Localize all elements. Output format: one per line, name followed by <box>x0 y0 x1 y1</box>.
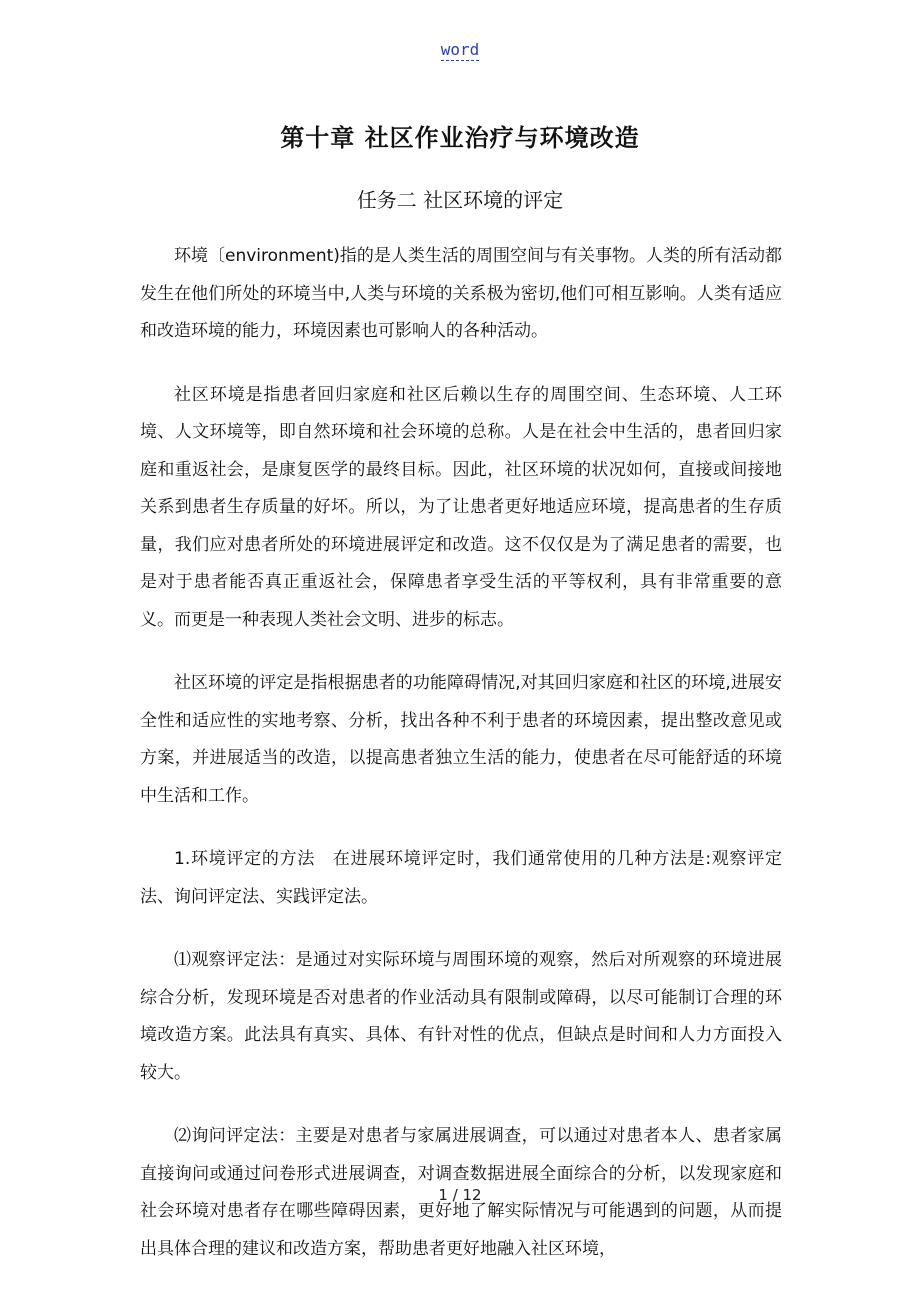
word-header-link[interactable]: word <box>440 40 480 59</box>
paragraph-community-environment: 社区环境是指患者回归家庭和社区后赖以生存的周围空间、生态环境、人工环境、人文环境等，即自然环境和社会环境的总称。人是在社会中生活的，患者回归家庭和重返社会，是康复医学的最终目标。因此，社区环境的状况如何，直接或间接地关系到患者生存质量的好坏。所以，为了让患者更好地适应环境，提高患者的生存质量，我们应对患者所处的环境进展评定和改造。这不仅仅是为了满足患者的需要，也是对于患者能否真正重返社会，保障患者享受生活的平等权利，具有非常重要的意义。而更是一种表现人类社会文明、进步的标志。 <box>140 384 782 630</box>
paragraph-inquiry-method: ⑵询问评定法：主要是对患者与家属进展调查，可以通过对患者本人、患者家属直接询问或通过问卷形式进展调查，对调查数据进展全面综合的分析，以发现家庭和社会环境对患者存在哪些障碍因素，更好地了解实际情况与可能遇到的问题，从而提出具体合理的建议和改造方案，帮助患者更好地融入社区环境， <box>140 1126 782 1259</box>
header <box>0 40 920 59</box>
paragraph-assessment-methods: 1.环境评定的方法 在进展环境评定时，我们通常使用的几种方法是:观察评定法、询问评定法、实践评定法。 <box>140 849 782 907</box>
paragraph-environment-definition: 环境〔environment)指的是人类生活的周围空间与有关事物。人类的所有活动都发生在他们所处的环境当中,人类与环境的关系极为密切,他们可相互影响。人类有适应和改造环境的能力，环境因素也可影响人的各种活动。 <box>140 246 782 341</box>
page-number: 1 / 12 <box>438 1186 482 1204</box>
body-text <box>140 238 782 1294</box>
section-title: 任务二 社区环境的评定 <box>356 188 564 212</box>
chapter-title: 第十章 社区作业治疗与环境改造 <box>280 124 640 152</box>
paragraph-environment-assessment: 社区环境的评定是指根据患者的功能障碍情况,对其回归家庭和社区的环境,进展安全性和适应性的实地考察、分析，找出各种不利于患者的环境因素，提出整改意见或方案，并进展适当的改造，以提高患者独立生活的能力，使患者在尽可能舒适的环境中生活和工作。 <box>140 673 782 806</box>
paragraph-observation-method: ⑴观察评定法：是通过对实际环境与周围环境的观察，然后对所观察的环境进展综合分析，发现环境是否对患者的作业活动具有限制或障碍，以尽可能制订合理的环境改造方案。此法具有真实、具体、有针对性的优点，但缺点是时间和人力方面投入较大。 <box>140 950 782 1083</box>
